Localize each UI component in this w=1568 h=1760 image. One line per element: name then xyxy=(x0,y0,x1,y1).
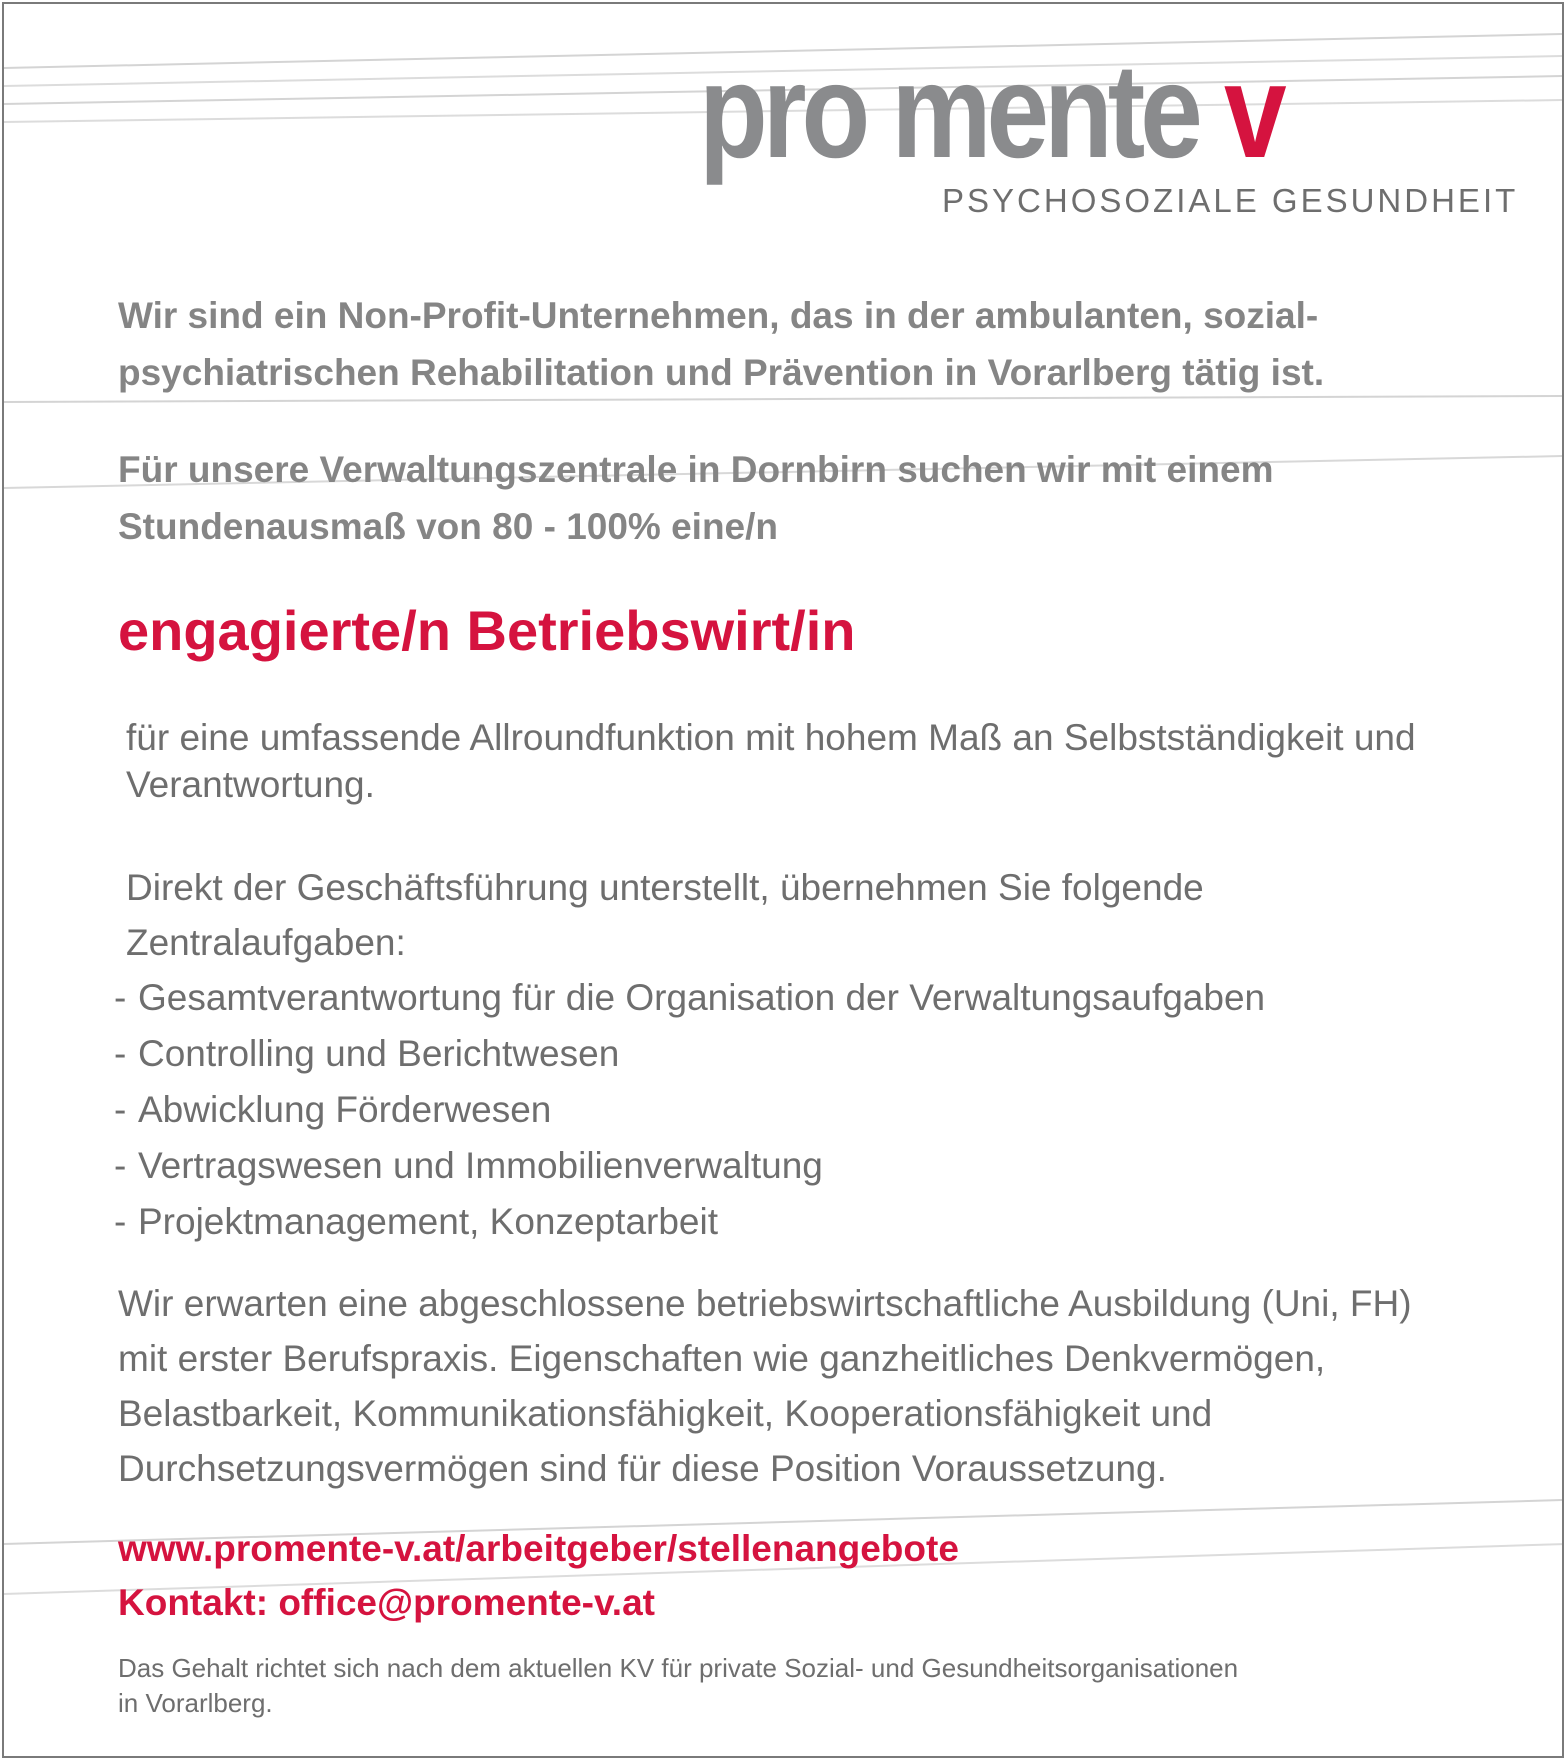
search-line: Stundenausmaß von 80 - 100% eine/n xyxy=(118,506,779,547)
salary-note xyxy=(118,1651,1478,1721)
logo-letter-v: v xyxy=(1224,37,1282,186)
role-line: Verantwortung. xyxy=(126,764,375,805)
company-intro xyxy=(118,287,1478,401)
job-title: engagierte/n Betriebswirt/in xyxy=(118,599,856,662)
reporting-statement xyxy=(126,860,1486,970)
search-line: Für unsere Verwaltungszentrale in Dornbirn suchen wir mit einem xyxy=(118,449,1274,490)
requirements-line: Durchsetzungsvermögen sind für diese Position Voraussetzung. xyxy=(118,1448,1167,1489)
requirements-line: Belastbarkeit, Kommunikationsfähigkeit, Kooperationsfähigkeit und xyxy=(118,1393,1213,1434)
task-item: - Gesamtverantwortung für die Organisation der Verwaltungsaufgaben xyxy=(114,970,1265,1026)
requirements xyxy=(118,1276,1478,1496)
bullet-dash: - xyxy=(114,1089,127,1130)
contact-block xyxy=(118,1522,1478,1630)
role-description xyxy=(126,714,1486,808)
salary-line: Das Gehalt richtet sich nach dem aktuellen KV für private Sozial- und Gesundheitsorganisationen xyxy=(118,1653,1239,1683)
logo-wordmark: pro mente xyxy=(699,37,1198,186)
job-ad-page xyxy=(2,2,1564,1758)
requirements-line: mit erster Berufspraxis. Eigenschaften wie ganzheitliches Denkvermögen, xyxy=(118,1338,1326,1379)
salary-line: in Vorarlberg. xyxy=(118,1688,273,1718)
search-statement xyxy=(118,441,1478,555)
task-list xyxy=(114,970,1265,1250)
bullet-dash: - xyxy=(114,1201,127,1242)
bullet-dash: - xyxy=(114,977,127,1018)
reporting-line: Direkt der Geschäftsführung unterstellt, übernehmen Sie folgende xyxy=(126,867,1204,908)
reporting-line: Zentralaufgaben: xyxy=(126,922,406,963)
task-item: - Projektmanagement, Konzeptarbeit xyxy=(114,1194,1265,1250)
task-item: - Vertragswesen und Immobilienverwaltung xyxy=(114,1138,1265,1194)
job-offers-link[interactable]: www.promente-v.at/arbeitgeber/stellenangebote xyxy=(118,1528,959,1569)
logo-tagline: PSYCHOSOZIALE GESUNDHEIT xyxy=(942,182,1519,219)
bullet-dash: - xyxy=(114,1033,127,1074)
contact-email[interactable]: Kontakt: office@promente-v.at xyxy=(118,1582,655,1623)
pro-mente-v-logo xyxy=(699,37,1359,186)
task-item: - Abwicklung Förderwesen xyxy=(114,1082,1265,1138)
intro-line: Wir sind ein Non-Profit-Unternehmen, das in der ambulanten, sozial- xyxy=(118,295,1319,336)
bullet-dash: - xyxy=(114,1145,127,1186)
task-item: - Controlling und Berichtwesen xyxy=(114,1026,1265,1082)
requirements-line: Wir erwarten eine abgeschlossene betriebswirtschaftliche Ausbildung (Uni, FH) xyxy=(118,1283,1412,1324)
intro-line: psychiatrischen Rehabilitation und Prävention in Vorarlberg tätig ist. xyxy=(118,352,1325,393)
role-line: für eine umfassende Allroundfunktion mit hohem Maß an Selbstständigkeit und xyxy=(126,717,1416,758)
